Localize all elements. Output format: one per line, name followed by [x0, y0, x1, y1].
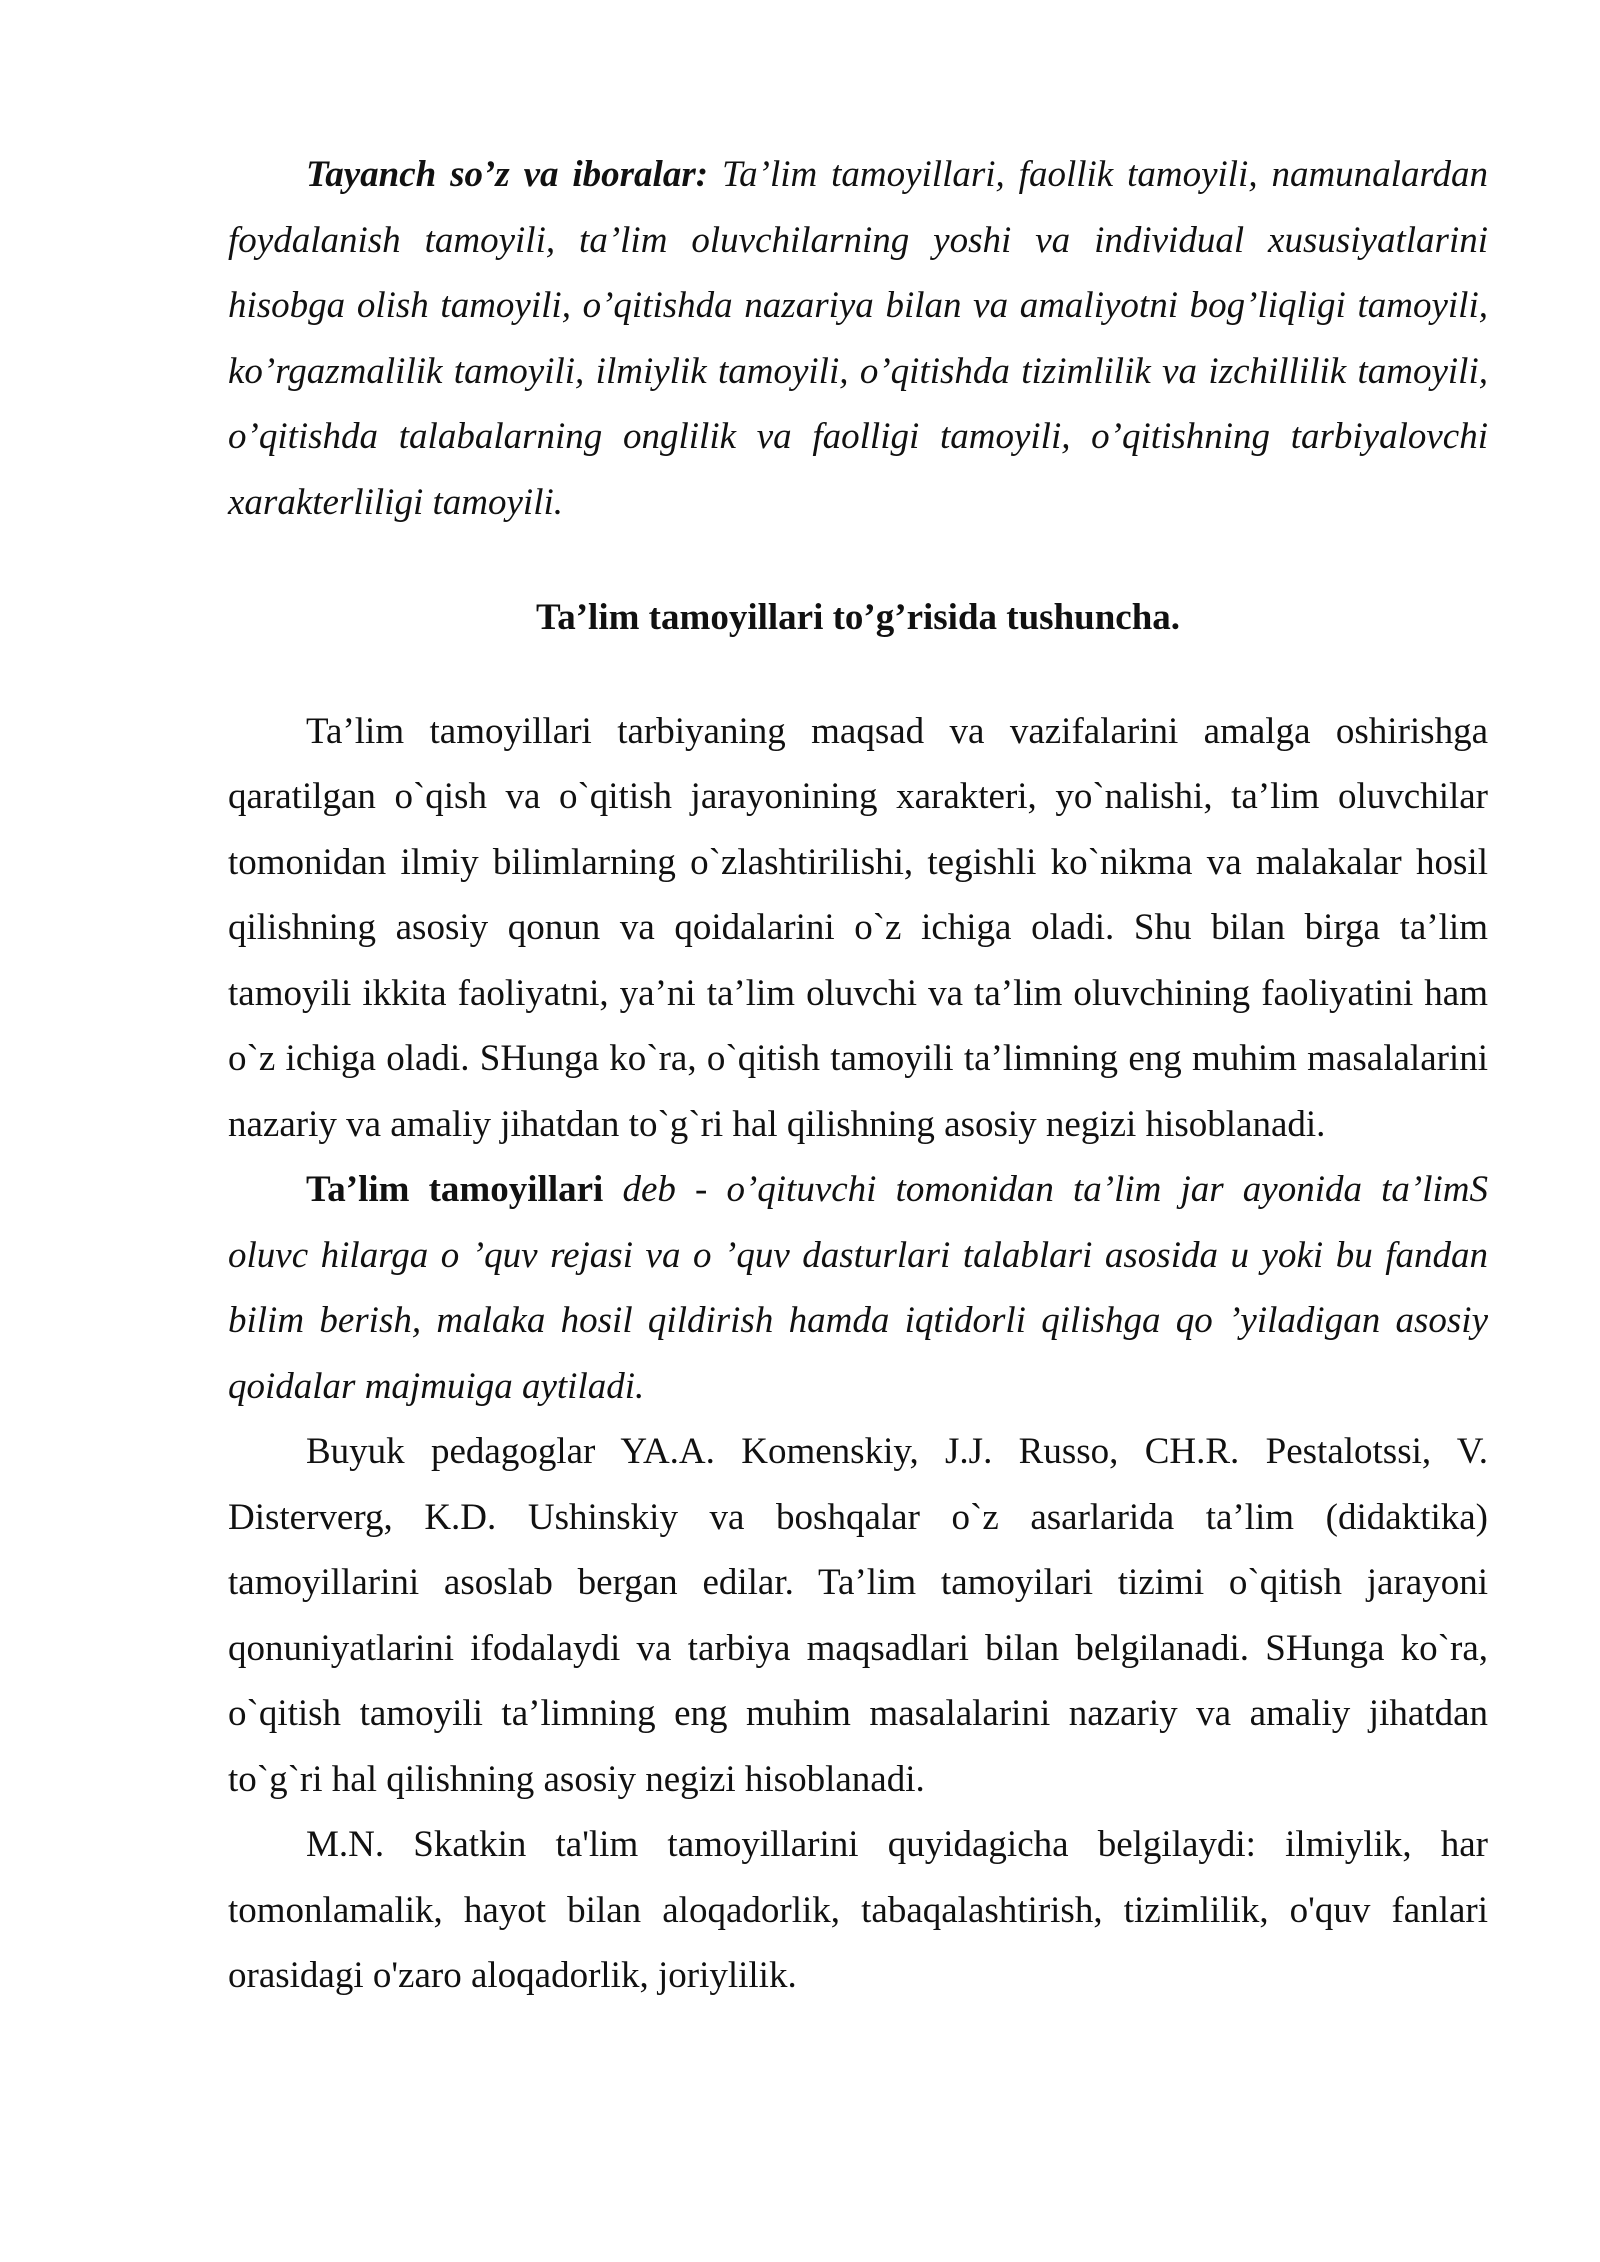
pedagogues-paragraph: Buyuk pedagoglar YA.A. Komenskiy, J.J. Russo, CH.R. Pestalotssi, V. Disterverg, K.D. Ushinskiy va boshqalar o`z asarlarida ta’lim (didaktika) tamoyillarini asoslab bergan edilar. Ta’lim tamoyilari tizimi o`qitish jarayoni qonuniyatlarini ifodalaydi va tarbiya maqsadlari bilan belgilanadi. SHunga ko`ra, o`qitish tamoyili ta’limning eng muhim masalalarini nazariy va amaliy jihatdan to`g`ri hal qilishning asosiy negizi hisoblanadi. — [228, 1431, 1488, 1800]
skatkin-paragraph: M.N. Skatkin ta'lim tamoyillarini quyidagicha belgilaydi: ilmiylik, har tomonlamalik, hayot bilan aloqadorlik, tabaqalashtirish, tizimlilik, o'quv fanlari orasidagi o'zaro aloqadorlik, joriylilik. — [228, 1824, 1488, 1996]
definition-term: Ta’lim tamoyillari — [306, 1169, 604, 1210]
definition-paragraph — [228, 1157, 1488, 1419]
intro-paragraph: Ta’lim tamoyillari tarbiyaning maqsad va vazifalarini amalga oshirishga qaratilgan o`qish va o`qitish jarayonining xarakteri, yo`nalishi, ta’lim oluvchilar tomonidan ilmiy bilimlarning o`zlashtirilishi, tegishli ko`nikma va malakalar hosil qilishning asosiy qonun va qoidalarini o`z ichiga oladi. Shu bilan birga ta’lim tamoyili ikkita faoliyatni, ya’ni ta’lim oluvchi va ta’lim oluvchining faoliyatini ham o`z ichiga oladi. SHunga ko`ra, o`qitish tamoyili ta’limning eng muhim masalalarini nazariy va amaliy jihatdan to`g`ri hal qilishning asosiy negizi hisoblanadi. — [228, 710, 1488, 1145]
document-page — [228, 142, 1488, 2009]
keywords-text: Ta’lim tamoyillari, faollik tamoyili, namunalardan foydalanish tamoyili, ta’lim oluvchilarning yoshi va individual xususiyatlarini hisobga olish tamoyili, o’qitishda nazariya bilan va amaliyotni bog’liqligi tamoyili, ko’rgazmalilik tamoyili, ilmiylik tamoyili, o’qitishda tizimlilik va izchillilik tamoyili, o’qitishda talabalarning onglilik va faolligi tamoyili, o’qitishning tarbiyalovchi xarakterliligi tamoyili. — [228, 154, 1488, 523]
definition-text: deb - o’qituvchi tomonidan ta’lim jar ayonida ta’limS oluvc hilarga o ’quv rejasi va o ’quv dasturlari talablari asosida u yoki bu fandan bilim berish, malaka hosil qildirish hamda iqtidorli qilishga qo ’yiladigan asosiy qoidalar majmuiga aytiladi. — [228, 1169, 1489, 1407]
section-heading: Ta’lim tamoyillari to’g’risida tushuncha. — [535, 597, 1181, 638]
keywords-label: Tayanch so’z va iboralar: — [306, 154, 709, 195]
keywords-paragraph — [228, 142, 1488, 535]
